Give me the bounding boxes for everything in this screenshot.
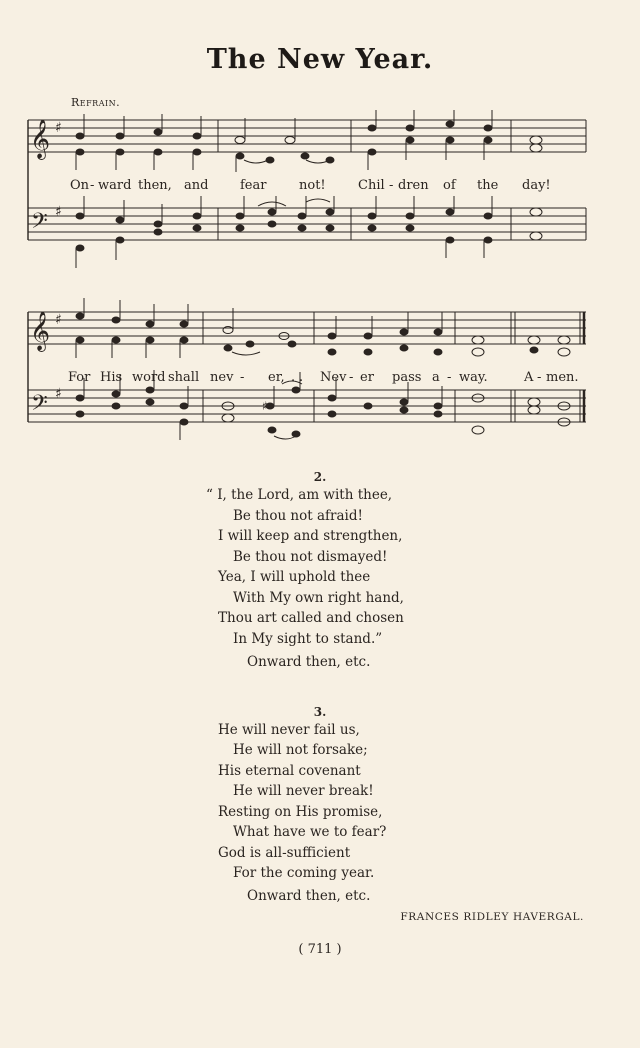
lyric-syllable: Chil [358, 178, 385, 193]
lyric-syllable: shall [168, 370, 200, 385]
lyric-syllable: - [240, 370, 245, 385]
lyric-syllable: - [447, 370, 452, 385]
lyric-syllable: Nev [320, 370, 347, 385]
verse-line: He will never break! [233, 783, 374, 799]
refrain-reference: Onward then, etc. [247, 888, 371, 904]
lyric-syllable: . [299, 370, 304, 385]
refrain-label: Refrain. [71, 96, 121, 109]
svg-text:𝄢: 𝄢 [31, 391, 48, 421]
lyric-syllable: of [443, 178, 456, 193]
verse-line: His eternal covenant [218, 763, 361, 779]
svg-text:♯: ♯ [55, 120, 62, 136]
music-system-1 [0, 110, 640, 280]
lyric-syllable: dren [398, 178, 429, 193]
verse-line: With My own right hand, [233, 590, 404, 606]
verse-line: He will not forsake; [233, 742, 368, 758]
verse-line: Be thou not dismayed! [233, 549, 388, 565]
svg-text:♯: ♯ [262, 399, 268, 413]
lyric-syllable: not! [299, 178, 326, 193]
verse-line: What have we to fear? [233, 824, 387, 840]
lyric-syllable: For [68, 370, 91, 385]
lyric-syllable: er [360, 370, 374, 385]
lyric-syllable: a [432, 370, 440, 385]
lyric-syllable: - [349, 370, 354, 385]
lyric-syllable: the [477, 178, 499, 193]
lyric-syllable: His [100, 370, 123, 385]
lyric-syllable: - [90, 178, 95, 193]
lyric-syllable: - [389, 178, 394, 193]
lyric-syllable: way. [459, 370, 488, 385]
stanza-3-number: 3. [313, 705, 327, 719]
verse-line: He will never fail us, [218, 722, 360, 738]
lyric-syllable: er, [268, 370, 285, 385]
lyric-syllable: A [524, 370, 534, 385]
svg-text:♯: ♯ [55, 312, 62, 328]
verse-line: Thou art called and chosen [218, 610, 404, 626]
verse-line: “ I, the Lord, am with thee, [206, 487, 393, 503]
svg-text:𝄞: 𝄞 [30, 311, 51, 351]
lyric-syllable: day! [522, 178, 551, 193]
refrain-reference: Onward then, etc. [247, 654, 371, 670]
hymn-title: The New Year. [206, 44, 434, 75]
svg-text:𝄢: 𝄢 [31, 209, 48, 239]
verse-line: Yea, I will uphold thee [218, 569, 371, 585]
lyric-syllable: fear [240, 178, 267, 193]
lyric-syllable: then, [138, 178, 172, 193]
lyric-syllable: - [537, 370, 542, 385]
lyric-syllable: men. [546, 370, 579, 385]
stanza-2-number: 2. [313, 470, 327, 484]
verse-line: God is all-sufficient [218, 845, 351, 861]
lyric-syllable: On [70, 178, 90, 193]
verse-line: I will keep and strengthen, [218, 528, 403, 544]
svg-text:♯: ♯ [55, 386, 62, 402]
lyric-syllable: and [184, 178, 209, 193]
lyric-syllable: . [291, 370, 296, 385]
verse-line: In My sight to stand.” [233, 631, 383, 647]
verse-line: Be thou not afraid! [233, 508, 363, 524]
lyric-syllable: ward [98, 178, 132, 193]
lyric-syllable: word [132, 370, 166, 385]
page-number: ( 711 ) [298, 942, 342, 957]
svg-text:𝄞: 𝄞 [30, 119, 51, 159]
verse-line: For the coming year. [233, 865, 375, 881]
lyric-syllable: pass [392, 370, 422, 385]
author-credit: FRANCES RIDLEY HAVERGAL. [400, 911, 584, 923]
verse-line: Resting on His promise, [218, 804, 383, 820]
lyric-syllable: nev [210, 370, 234, 385]
svg-text:♯: ♯ [55, 204, 62, 220]
